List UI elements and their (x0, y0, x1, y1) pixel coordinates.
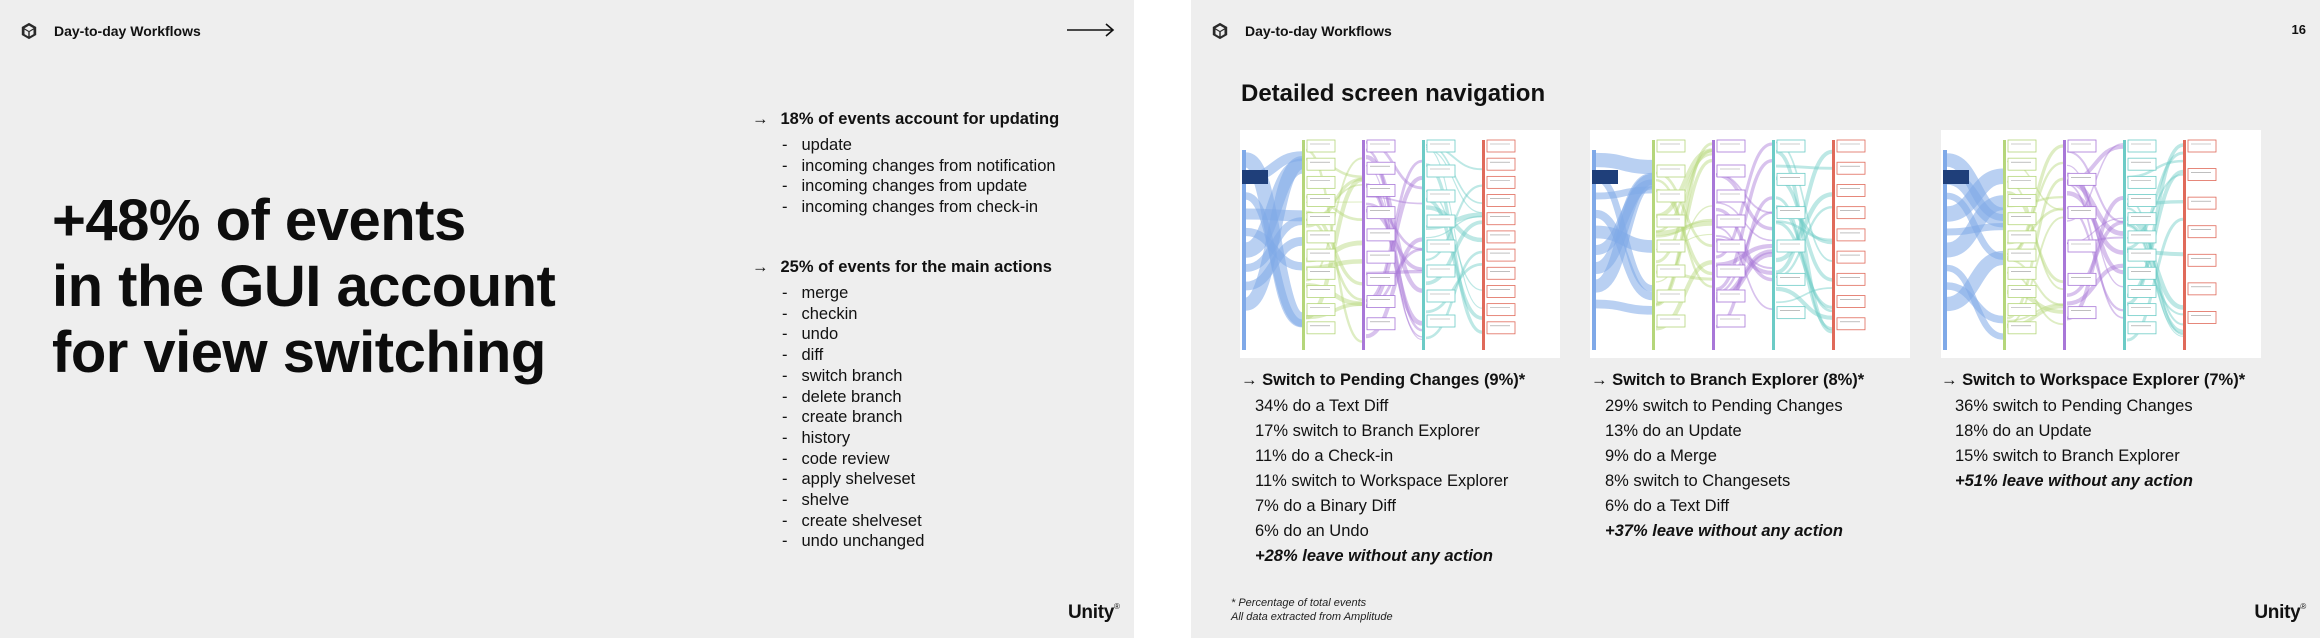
list-item: 13% do an Update (1605, 422, 1742, 440)
sankey-label-box (2068, 273, 2096, 285)
list-item: 29% switch to Pending Changes (1605, 397, 1843, 415)
sankey-label-box (1487, 304, 1515, 316)
slide-header (20, 22, 201, 40)
sankey-label-box (1367, 184, 1395, 196)
sankey-label-box (1427, 165, 1455, 177)
sankey-label-box (1487, 322, 1515, 334)
list-item: - history (782, 428, 851, 447)
list-item: - diff (782, 346, 824, 365)
sankey-label-box (1717, 190, 1745, 202)
bullet-sublist (752, 135, 1059, 218)
sankey-label-box (2188, 283, 2216, 295)
sankey-label-box (2008, 267, 2036, 279)
headline-line: for view switching (52, 320, 546, 385)
list-item: - shelve (782, 491, 850, 510)
sankey-flow (1776, 166, 1832, 168)
sankey-label-box (1487, 285, 1515, 297)
sankey-label-box (2068, 173, 2096, 185)
sankey-label-box (1367, 251, 1395, 263)
sankey-label-box (2188, 311, 2216, 323)
sankey-node (2003, 140, 2006, 350)
sankey-label-box (1487, 213, 1515, 225)
column-list-workspace-explorer (1955, 394, 2193, 494)
footnote-line: All data extracted from Amplitude (1231, 611, 1393, 623)
sankey-label-box (1367, 229, 1395, 241)
list-item: - create shelveset (782, 511, 922, 530)
sankey-label-box (1837, 251, 1865, 263)
sankey-label-box (2128, 176, 2156, 188)
sankey-label-box (1657, 165, 1685, 177)
sankey-label-box (2188, 226, 2216, 238)
sankey-label-box (1427, 190, 1455, 202)
sankey-label-box (2068, 207, 2096, 219)
sankey-label-box (1837, 140, 1865, 152)
sankey-label-box (2068, 240, 2096, 252)
list-item: - checkin (782, 304, 858, 323)
sankey-label-box (1427, 315, 1455, 327)
sankey-label-box (1307, 322, 1335, 334)
footnote-line: * Percentage of total events (1231, 597, 1367, 609)
sankey-node (1652, 140, 1655, 350)
bullet-heading (752, 258, 1052, 277)
header-title: Day-to-day Workflows (1245, 23, 1392, 39)
sankey-label-box (1487, 249, 1515, 261)
list-item: - incoming changes from check-in (782, 198, 1039, 217)
sankey-label-box (1717, 165, 1745, 177)
sankey-label-box (2128, 231, 2156, 243)
sankey-label-box (2008, 249, 2036, 261)
sankey-label-box (2128, 285, 2156, 297)
sankey-label-box (2128, 213, 2156, 225)
sankey-label-box (1717, 140, 1745, 152)
headline-line: in the GUI account (52, 254, 556, 319)
page-title: Detailed screen navigation (1241, 80, 1546, 107)
sankey-label-box (1487, 267, 1515, 279)
sankey-label-box (1777, 273, 1805, 285)
list-item: - apply shelveset (782, 470, 916, 489)
sankey-flow (1596, 160, 1652, 167)
sankey-label-box (1657, 315, 1685, 327)
arrow-bullet-icon: → (752, 258, 769, 276)
emphasis-item: +37% leave without any action (1605, 522, 1843, 540)
sankey-label-box (1487, 176, 1515, 188)
sankey-label-box (2188, 197, 2216, 209)
sankey-label-box (2068, 307, 2096, 319)
sankey-label-box (1307, 140, 1335, 152)
list-item: 36% switch to Pending Changes (1955, 397, 2193, 415)
list-item: - switch branch (782, 366, 903, 385)
list-item: 11% switch to Workspace Explorer (1255, 472, 1509, 490)
bullet-heading (752, 110, 1059, 129)
sankey-label-box (1657, 240, 1685, 252)
slide-right (1191, 0, 2320, 638)
sankey-label-box (1717, 215, 1745, 227)
sankey-label-box (2128, 195, 2156, 207)
list-item: - create branch (782, 408, 903, 427)
sankey-label-box (1427, 215, 1455, 227)
column-heading-workspace-explorer: → Switch to Workspace Explorer (7%)* (1941, 371, 2246, 389)
sankey-label-box (2008, 195, 2036, 207)
list-item: 9% do a Merge (1605, 447, 1717, 465)
bullet-heading-text: 18% of events account for updating (780, 110, 1060, 128)
sankey-label-box (2128, 304, 2156, 316)
list-item: - undo (782, 325, 839, 344)
column-heading-branch-explorer: → Switch to Branch Explorer (8%)* (1591, 371, 1865, 389)
sankey-label-box (2128, 140, 2156, 152)
unity-logo: Unity® (1068, 602, 1120, 623)
sankey-label-box (1427, 290, 1455, 302)
sankey-diagram-workspace-explorer (1941, 130, 2261, 358)
sankey-diagram-branch-explorer (1590, 130, 1910, 358)
sankey-label-box (2008, 322, 2036, 334)
sankey-label-box (1427, 240, 1455, 252)
sankey-label-box (1367, 140, 1395, 152)
list-item: 11% do a Check-in (1255, 447, 1394, 465)
slide-left (0, 0, 1134, 638)
sankey-label-box (1777, 207, 1805, 219)
list-item: 7% do a Binary Diff (1255, 497, 1396, 515)
sankey-label-box (2128, 322, 2156, 334)
sankey-label-box (1307, 285, 1335, 297)
list-item: 34% do a Text Diff (1255, 397, 1389, 415)
unity-cube-icon (1211, 22, 1229, 40)
sankey-label-box (1777, 140, 1805, 152)
header-title: Day-to-day Workflows (54, 23, 201, 39)
list-item: 15% switch to Branch Explorer (1955, 447, 2180, 465)
sankey-label-box (1717, 240, 1745, 252)
sankey-label-box (1487, 158, 1515, 170)
headline-line: +48% of events (52, 188, 466, 253)
sankey-label-box (2008, 140, 2036, 152)
column-list-pending-changes (1255, 394, 1508, 569)
sankey-node (1772, 140, 1775, 350)
sankey-label-box (1777, 240, 1805, 252)
sankey-label-box (2068, 140, 2096, 152)
column-list-branch-explorer (1605, 394, 1843, 544)
sankey-label-box (1657, 140, 1685, 152)
sankey-label-box (2008, 231, 2036, 243)
sankey-label-box (1657, 215, 1685, 227)
sankey-label-box (1837, 207, 1865, 219)
sankey-label-box (1427, 265, 1455, 277)
sankey-node (1362, 140, 1365, 350)
bullet-group-updating (752, 110, 1059, 218)
sankey-label-box (1657, 190, 1685, 202)
bullet-heading-text: 25% of events for the main actions (780, 258, 1052, 276)
sankey-node (1832, 140, 1835, 350)
unity-cube-icon (20, 22, 38, 40)
unity-logo: Unity® (2254, 602, 2306, 623)
sankey-label-box (2008, 158, 2036, 170)
sankey-label-box (2188, 140, 2216, 152)
list-item: - undo unchanged (782, 532, 925, 551)
sankey-node (1482, 140, 1485, 350)
sankey-label-box (1837, 296, 1865, 308)
list-item: 18% do an Update (1955, 422, 2092, 440)
list-item: - update (782, 136, 852, 154)
sankey-label-box (2008, 285, 2036, 297)
list-item: - delete branch (782, 387, 902, 406)
sankey-label-box (1657, 265, 1685, 277)
sankey-label-box (1837, 229, 1865, 241)
sankey-label-box (1307, 304, 1335, 316)
list-item: - merge (782, 284, 849, 302)
sankey-node (2183, 140, 2186, 350)
sankey-label-box (1307, 176, 1335, 188)
sankey-label-box (1487, 195, 1515, 207)
sankey-label-box (2128, 249, 2156, 261)
sankey-label-box (1837, 318, 1865, 330)
slide-header (1211, 22, 1392, 40)
sankey-label-box (1717, 265, 1745, 277)
sankey-label-box (1367, 318, 1395, 330)
list-item: 6% do a Text Diff (1605, 497, 1730, 515)
sankey-node (1422, 140, 1425, 350)
sankey-label-box (2008, 304, 2036, 316)
emphasis-item: +51% leave without any action (1955, 472, 2193, 490)
sankey-flow (1596, 304, 1652, 310)
list-item: - incoming changes from notification (782, 156, 1056, 175)
bullet-group-main-actions (752, 258, 1052, 552)
sankey-label-box (1307, 213, 1335, 225)
sankey-label-box (1657, 290, 1685, 302)
sankey-flow (1366, 197, 1422, 204)
sankey-node (1712, 140, 1715, 350)
bullet-sublist (752, 283, 1052, 552)
sankey-label-box (2128, 158, 2156, 170)
sankey-node (2063, 140, 2066, 350)
sankey-label-box (1943, 170, 1969, 184)
column-heading-pending-changes: → Switch to Pending Changes (9%)* (1241, 371, 1526, 389)
page-number: 16 (2291, 22, 2306, 37)
sankey-label-box (1427, 140, 1455, 152)
emphasis-item: +28% leave without any action (1255, 547, 1493, 565)
sankey-label-box (1487, 231, 1515, 243)
sankey-label-box (1307, 195, 1335, 207)
list-item: - incoming changes from update (782, 177, 1028, 196)
list-item: 8% switch to Changesets (1605, 472, 1791, 490)
sankey-label-box (1592, 170, 1618, 184)
footnote (1231, 596, 1393, 624)
sankey-label-box (1717, 290, 1745, 302)
sankey-label-box (2188, 254, 2216, 266)
list-item: 17% switch to Branch Explorer (1255, 422, 1480, 440)
sankey-label-box (2188, 169, 2216, 181)
sankey-label-box (1837, 184, 1865, 196)
sankey-label-box (1837, 273, 1865, 285)
sankey-label-box (1367, 207, 1395, 219)
sankey-label-box (1307, 158, 1335, 170)
sankey-label-box (1487, 140, 1515, 152)
sankey-label-box (1367, 296, 1395, 308)
sankey-label-box (2008, 176, 2036, 188)
sankey-node (1302, 140, 1305, 350)
sankey-label-box (1777, 173, 1805, 185)
list-item: 6% do an Undo (1255, 522, 1369, 540)
sankey-label-box (1367, 162, 1395, 174)
list-item: - code review (782, 449, 890, 468)
sankey-node (2123, 140, 2126, 350)
sankey-label-box (1837, 162, 1865, 174)
sankey-diagram-pending-changes (1240, 130, 1560, 358)
headline (52, 188, 555, 386)
arrow-bullet-icon: → (752, 110, 769, 128)
sankey-label-box (1777, 307, 1805, 319)
sankey-label-box (1307, 231, 1335, 243)
sankey-label-box (1717, 315, 1745, 327)
sankey-label-box (1242, 170, 1268, 184)
sankey-label-box (1307, 267, 1335, 279)
sankey-label-box (2128, 267, 2156, 279)
sankey-label-box (1307, 249, 1335, 261)
sankey-label-box (1367, 273, 1395, 285)
sankey-label-box (2008, 213, 2036, 225)
arrow-right-icon[interactable] (1066, 20, 1116, 40)
